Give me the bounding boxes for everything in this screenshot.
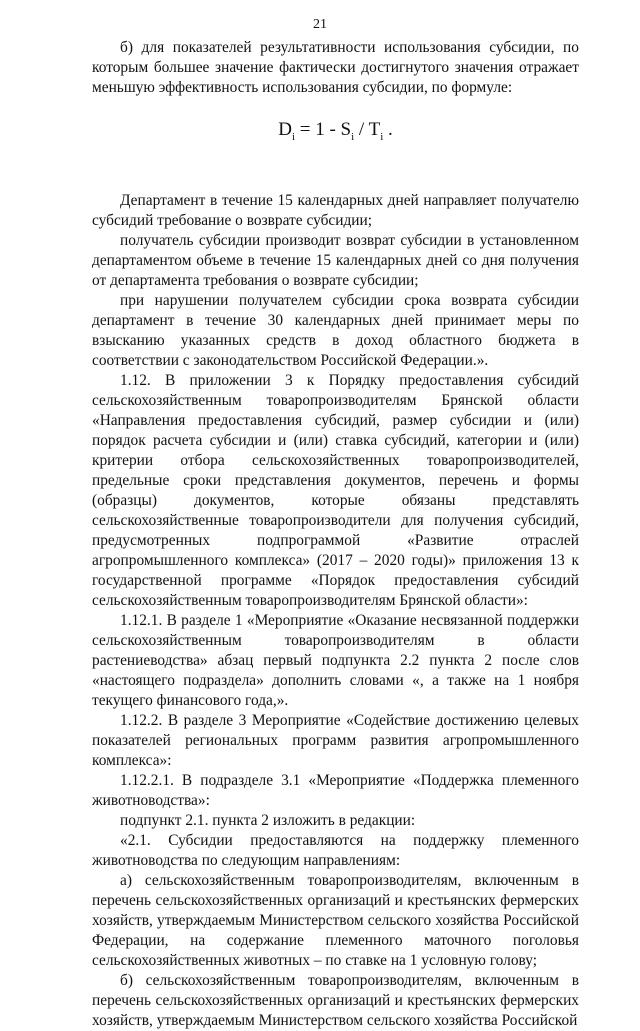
paragraph: при нарушении получателем субсидии срока возврата субсидии департамент в течение 30 календарных дней принимает меры по взысканию указанных средств в доход областного бюджета в соответствии с законодательством Российской Федерации.».: [92, 291, 579, 369]
paragraph: 1.12.2. В разделе 3 Мероприятие «Содействие достижению целевых показателей региональных программ развития агропромышленного комплекса»:: [92, 711, 579, 769]
paragraph: б) сельскохозяйственным товаропроизводителям, включенным в перечень сельскохозяйственных организаций и крестьянских фермерских хозяйств, утверждаемым Министерством сельского хозяйства Российской: [92, 971, 579, 1029]
paragraph: Департамент в течение 15 календарных дней направляет получателю субсидий требование о возврате субсидии;: [92, 191, 579, 229]
formula-lhs: D: [278, 119, 292, 140]
paragraph-b: б) для показателей результативности использования субсидии, по которым большее значение фактически достигнутого значения отражает меньшую эффективность использования субсидии, по формуле:: [92, 39, 579, 96]
formula: [92, 116, 579, 151]
formula-div-sub: i: [380, 130, 384, 143]
paragraph: а) сельскохозяйственным товаропроизводителям, включенным в перечень сельскохозяйственных организаций и крестьянских фермерских хозяйств, утверждаемым Министерством сельского хозяйства Российской Федерации, на содержание племенного маточного поголовья сельскохозяйственных животных – по ставке на 1 условную голову;: [92, 871, 579, 969]
page-number: 21: [313, 17, 327, 32]
formula-mid-sub: i: [351, 130, 355, 143]
spacer: [92, 167, 579, 191]
formula-div: / T: [354, 119, 381, 140]
formula-end: .: [383, 119, 393, 140]
formula-mid: = 1 - S: [295, 119, 352, 140]
paragraph: 1.12.1. В разделе 1 «Мероприятие «Оказание несвязанной поддержки сельскохозяйственным товаропроизводителям в области растениеводства» абзац первый подпункта 2.2 пункта 2 после слов «настоящего подраздела» дополнить словами «, а также на 1 ноября текущего финансового года,».: [92, 611, 579, 709]
paragraph: 1.12. В приложении 3 к Порядку предоставления субсидий сельскохозяйственным товаропроизводителям Брянской области «Направления предоставления субсидий, размер субсидии и (или) порядок расчета субсидии и (или) ставка субсидий, категории и (или) критерии отбора сельскохозяйственных товаропроизводителей, предельные сроки представления документов, перечень и формы (образцы) документов, которые обязаны представлять сельскохозяйственные товаропроизводители для получения субсидий, предусмотренных подпрограммой «Развитие отраслей агропромышленного комплекса» (2017 – 2020 годы)» приложения 13 к государственной программе «Порядок предоставления субсидий сельскохозяйственным товаропроизводителям Брянской области»:: [92, 371, 579, 609]
paragraph: получатель субсидии производит возврат субсидии в установленном департаментом объеме в течение 15 календарных дней со дня получения от департамента требования о возврате субсидии;: [92, 231, 579, 289]
paragraph: 1.12.2.1. В подразделе 3.1 «Мероприятие «Поддержка племенного животноводства»:: [92, 771, 579, 809]
paragraph: «2.1. Субсидии предоставляются на поддержку племенного животноводства по следующим направлениям:: [92, 831, 579, 869]
paragraph: подпункт 2.1. пункта 2 изложить в редакции:: [120, 811, 416, 829]
formula-lhs-sub: i: [291, 130, 295, 143]
document-body: [92, 38, 579, 1031]
